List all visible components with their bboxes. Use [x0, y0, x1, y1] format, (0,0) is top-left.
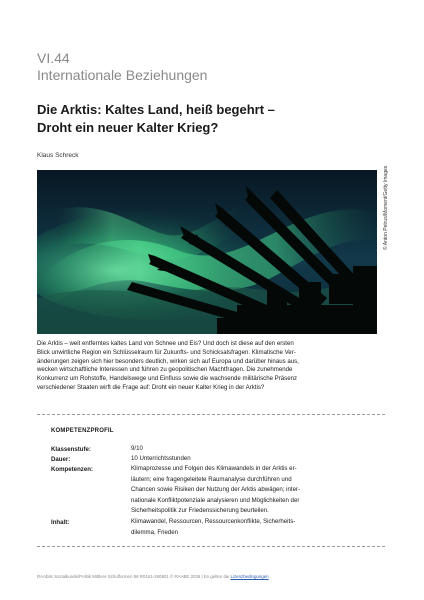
intro-line: änderungen zeigen sich hier besonders deutlich, wirken sich auf Europa und darüber hinaus aus,: [37, 357, 299, 365]
competencies-line: Chancen sowie Risiken der Nutzung der Arktis abwägen; inter-: [131, 486, 301, 493]
content-label: Inhalt:: [51, 519, 70, 526]
grade-value-text: 9/10: [131, 445, 143, 452]
content-line: Klimawandel, Ressourcen, Ressourcenkonflikte, Sicherheits-: [131, 518, 296, 525]
footer: [37, 574, 269, 579]
grade-label: Klassenstufe:: [51, 446, 91, 453]
intro-line: Konkurrenz um Rohstoffe, Handelswege und Einfluss sowie die wachsende militärische Präsenz: [37, 375, 298, 383]
article-title-line: Die Arktis: Kaltes Land, heiß begehrt –: [37, 102, 275, 117]
content-value: [131, 517, 386, 538]
photo-illustration: [37, 170, 377, 334]
competencies-line: Klimaprozesse und Folgen des Klimawandels in der Arktis er-: [131, 465, 297, 472]
duration-value: [131, 454, 386, 465]
competencies-line: läutern; eine fragengeleitete Raumanalyse durchführen und: [131, 475, 292, 483]
author-name: Klaus Schreck: [37, 152, 79, 159]
article-title-line: Droht ein neuer Kalter Krieg?: [37, 120, 219, 135]
aurora-missile-photo: [37, 170, 377, 334]
competencies-line: nationale Konfliktpotenziale analysieren und Möglichkeiten der: [131, 496, 300, 504]
content-line: dilemma, Frieden: [131, 528, 179, 536]
divider-top: [37, 414, 385, 415]
duration-value-text: 10 Unterrichtsstunden: [131, 455, 191, 462]
intro-paragraph: [37, 340, 382, 393]
photo-credit: © Anton Petrus/Moment/Getty Images: [383, 165, 389, 250]
license-link[interactable]: Lizenzbedingungen: [230, 574, 269, 579]
competencies-line: Sicherheitspolitik zur Friedenssicherung beurteilen.: [131, 507, 269, 514]
competencies-value: [131, 464, 386, 517]
intro-line: wecken wirtschaftliche Interessen und führen zu geopolitischen Machtfragen. Die zunehmende: [37, 366, 293, 374]
competencies-label: Kompetenzen:: [51, 466, 93, 473]
intro-line: Blick unwirtliche Region ein Schlüsselraum für Zukunfts- und Schicksalsfragen. Klimatische Ver-: [37, 348, 296, 356]
section-number: VI.44: [37, 50, 70, 66]
grade-value: [131, 444, 386, 455]
divider-bottom: [37, 546, 385, 547]
article-title: [37, 101, 387, 137]
footer-text: RAAbits Sozialkunde/Politik Mittlere Schulformen 86 R0161-260901 © RAABE 2026 | Es gelten die: [37, 574, 231, 579]
section-title: Internationale Beziehungen: [37, 67, 208, 83]
intro-line: verschiedener Staaten wirft die Frage auf: Droht ein neuer Kalter Krieg in der Arktis?: [37, 383, 265, 391]
duration-label: Dauer:: [51, 456, 71, 463]
profile-heading: KOMPETENZPROFIL: [51, 428, 114, 434]
intro-line: Die Arktis – weit entferntes kaltes Land von Schnee und Eis? Und doch ist diese auf den ersten: [37, 340, 294, 347]
